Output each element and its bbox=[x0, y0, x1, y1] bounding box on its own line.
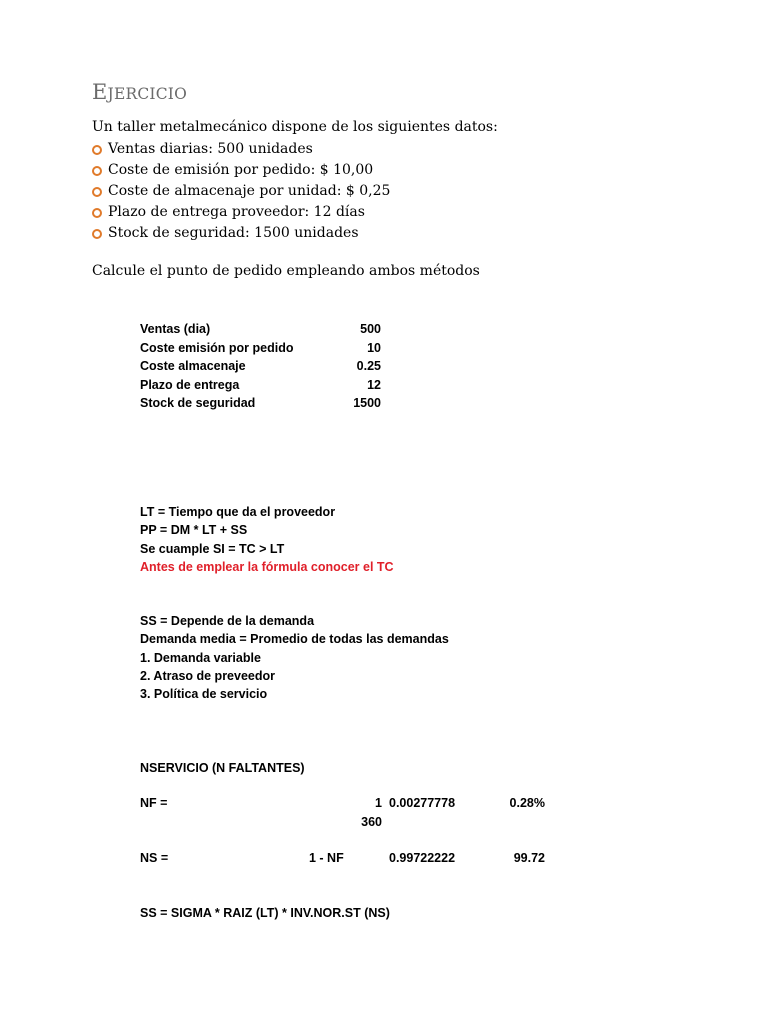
table-cell-label: Plazo de entrega bbox=[140, 377, 240, 392]
data-table bbox=[140, 320, 381, 413]
list-item-text: Coste de emisión por pedido: $ 10,00 bbox=[108, 162, 374, 178]
nf-decimal: 0.00277778 bbox=[389, 796, 456, 810]
list-item bbox=[92, 139, 390, 160]
ns-formula: 1 - NF bbox=[309, 851, 344, 865]
table-row bbox=[140, 357, 381, 376]
intro-text: Un taller metalmecánico dispone de los siguientes datos: bbox=[92, 119, 498, 135]
ns-value: 99.72 bbox=[513, 851, 545, 865]
bullet-circle-icon bbox=[92, 166, 102, 176]
note-line: PP = DM * LT + SS bbox=[140, 523, 248, 538]
table-cell-value: 10 bbox=[367, 340, 381, 355]
list-item-text: Plazo de entrega proveedor: 12 días bbox=[108, 204, 365, 220]
table-cell-label: Stock de seguridad bbox=[140, 396, 256, 410]
ns-label: NS = bbox=[140, 851, 169, 865]
note-line: 1. Demanda variable bbox=[140, 650, 261, 665]
task-text: Calcule el punto de pedido empleando ambos métodos bbox=[92, 263, 480, 279]
bullet-circle-icon bbox=[92, 229, 102, 239]
table-cell-value: 0.25 bbox=[356, 359, 381, 373]
note-line: SS = Depende de la demanda bbox=[140, 614, 315, 628]
list-item bbox=[92, 202, 390, 223]
note-line: Demanda media = Promedio de todas las demandas bbox=[140, 632, 449, 647]
table-cell-label: Coste emisión por pedido bbox=[140, 340, 294, 355]
note-line: 2. Atraso de preveedor bbox=[140, 668, 276, 683]
list-item-text: Coste de almacenaje por unidad: $ 0,25 bbox=[108, 183, 391, 199]
nf-percent: 0.28% bbox=[509, 796, 545, 810]
list-item bbox=[92, 223, 390, 244]
bullet-circle-icon bbox=[92, 145, 102, 155]
table-row bbox=[140, 394, 381, 413]
table-cell-label: Coste almacenaje bbox=[140, 359, 246, 373]
list-item bbox=[92, 181, 390, 202]
nf-numerator: 1 bbox=[375, 796, 382, 810]
bullet-circle-icon bbox=[92, 187, 102, 197]
ss-formula: SS = SIGMA * RAIZ (LT) * INV.NOR.ST (NS) bbox=[140, 906, 390, 920]
nf-denominator: 360 bbox=[361, 815, 382, 829]
list-item-text: Stock de seguridad: 1500 unidades bbox=[108, 225, 359, 241]
ns-decimal: 0.99722222 bbox=[389, 851, 456, 865]
table-cell-value: 500 bbox=[360, 322, 381, 336]
table-row bbox=[140, 376, 381, 395]
nf-label: NF = bbox=[140, 796, 168, 810]
list-item-text: Ventas diarias: 500 unidades bbox=[108, 141, 313, 157]
warning-note: Antes de emplear la fórmula conocer el TC bbox=[140, 559, 394, 574]
bullet-circle-icon bbox=[92, 208, 102, 218]
table-cell-value: 1500 bbox=[353, 396, 381, 410]
ss-notes bbox=[140, 612, 449, 703]
title-first-letter: E bbox=[92, 80, 108, 104]
data-list bbox=[92, 139, 390, 244]
note-line: Se cuample SI = TC > LT bbox=[140, 541, 285, 556]
table-row bbox=[140, 320, 381, 339]
table-row bbox=[140, 339, 381, 358]
table-cell-label: Ventas (dia) bbox=[140, 322, 211, 336]
list-item bbox=[92, 160, 390, 181]
table-cell-value: 12 bbox=[367, 377, 381, 392]
service-title: NSERVICIO (N FALTANTES) bbox=[140, 761, 305, 775]
page-title bbox=[92, 80, 187, 104]
lt-notes bbox=[140, 503, 394, 576]
title-rest: JERCICIO bbox=[107, 85, 188, 103]
note-line: 3. Política de servicio bbox=[140, 687, 268, 702]
note-line: LT = Tiempo que da el proveedor bbox=[140, 505, 336, 519]
